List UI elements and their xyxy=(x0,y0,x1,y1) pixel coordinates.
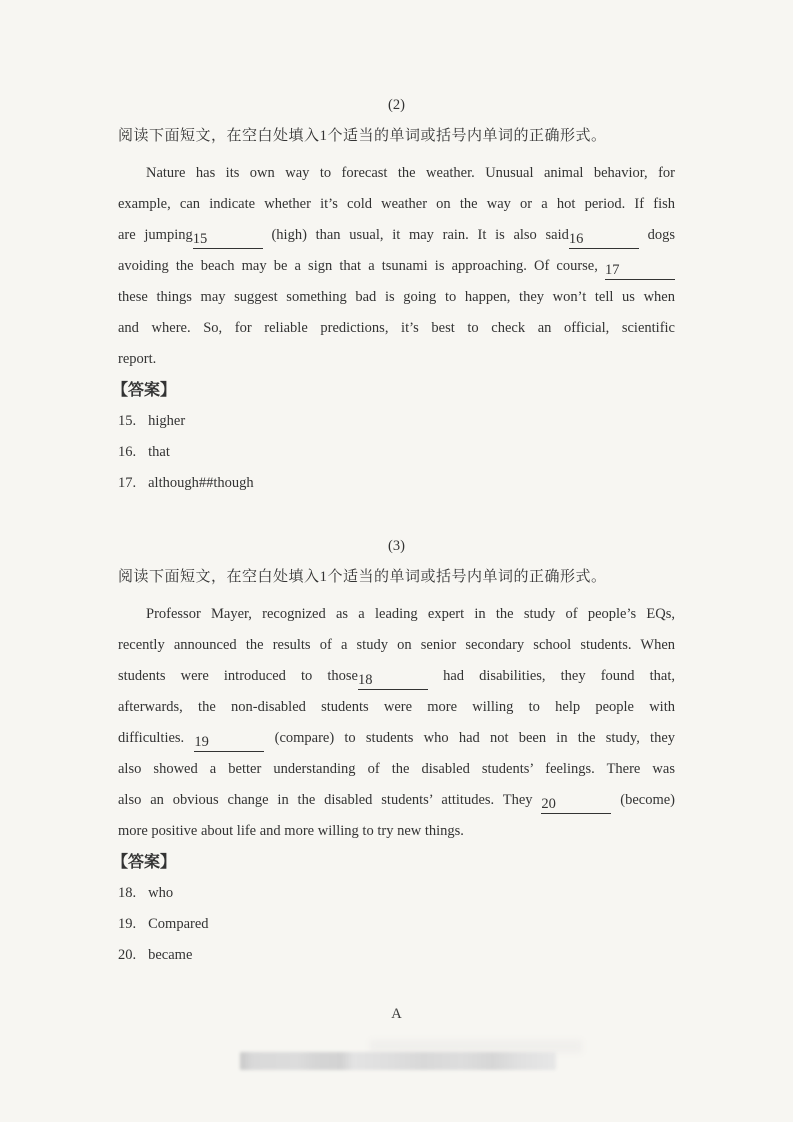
answer-number: 18. xyxy=(118,885,137,901)
text-run: (compare) to students who had not been in the study, they xyxy=(264,730,676,746)
passage-line xyxy=(118,692,675,723)
fill-blank-20: 20 xyxy=(541,795,611,814)
passage-line xyxy=(118,282,675,313)
passage-line xyxy=(118,599,675,630)
passage-line xyxy=(118,816,675,847)
text-run: are jumping xyxy=(118,227,193,243)
exam-section xyxy=(112,90,675,499)
text-run: and where. So, for reliable predictions, it’s best to check an official, scientific xyxy=(118,320,675,336)
answer-value: that xyxy=(148,444,170,460)
text-run: (become) xyxy=(611,792,675,808)
answers-header: 【答案】 xyxy=(112,854,177,871)
text-run: afterwards, the non-disabled students were more willing to help people with xyxy=(118,699,675,715)
section-number: (3) xyxy=(388,538,405,554)
passage-line xyxy=(118,158,675,189)
document-content xyxy=(112,90,676,971)
answer-item xyxy=(118,878,675,909)
answer-value: higher xyxy=(148,413,186,429)
passage-line xyxy=(118,189,675,220)
answer-number: 19. xyxy=(118,916,137,932)
section-number: (2) xyxy=(388,97,405,113)
text-run: (high) than usual, it may rain. It is also said xyxy=(262,227,569,243)
answer-value: although##though xyxy=(148,475,254,491)
exam-section xyxy=(112,531,676,971)
passage-line xyxy=(118,344,675,375)
answer-number: 20. xyxy=(118,947,137,963)
answer-value: who xyxy=(148,885,174,901)
text-run: these things may suggest something bad is going to happen, they won’t tell us when xyxy=(118,289,675,305)
fill-blank-18: 18 xyxy=(358,671,428,690)
text-run: avoiding the beach may be a sign that a tsunami is approaching. Of course, xyxy=(118,258,605,274)
blurred-watermark xyxy=(240,1052,556,1070)
text-run: recently announced the results of a study on senior secondary school students. When xyxy=(118,637,675,653)
passage-line xyxy=(118,220,675,251)
answer-value: became xyxy=(148,947,193,963)
answer-item xyxy=(118,468,675,499)
passage-line xyxy=(118,661,675,692)
passage-line xyxy=(118,251,675,282)
answer-number: 16. xyxy=(118,444,137,460)
answer-item xyxy=(118,406,675,437)
passage xyxy=(118,158,675,375)
section-instruction: 阅读下面短文，在空白处填入1个适当的单词或括号内单词的正确形式。 xyxy=(118,128,607,144)
passage-line xyxy=(118,630,675,661)
part-label: A xyxy=(391,1006,402,1022)
text-run: also an obvious change in the disabled students’ attitudes. They xyxy=(118,792,542,808)
section-instruction: 阅读下面短文，在空白处填入1个适当的单词或括号内单词的正确形式。 xyxy=(118,569,607,585)
text-run: had disabilities, they found that, xyxy=(427,668,675,684)
text-run: dogs xyxy=(638,227,675,243)
passage-line xyxy=(118,313,675,344)
answer-number: 17. xyxy=(118,475,137,491)
answer-value: Compared xyxy=(148,916,209,932)
text-run: Professor Mayer, recognized as a leading expert in the study of people’s EQs, xyxy=(146,606,675,622)
passage xyxy=(118,599,675,847)
text-run: students were introduced to those xyxy=(118,668,358,684)
answers-header: 【答案】 xyxy=(112,382,177,399)
passage-line xyxy=(118,754,675,785)
fill-blank-19: 19 xyxy=(194,733,264,752)
text-run: also showed a better understanding of the disabled students’ feelings. There was xyxy=(118,761,675,777)
answer-number: 15. xyxy=(118,413,137,429)
passage-line xyxy=(118,723,675,754)
passage-line xyxy=(118,785,675,816)
answer-item xyxy=(118,437,675,468)
answer-item xyxy=(118,909,675,940)
answer-item xyxy=(118,940,675,971)
text-run: example, can indicate whether it’s cold weather on the way or a hot period. If fish xyxy=(118,196,675,212)
text-run: difficulties. xyxy=(118,730,195,746)
fill-blank-16: 16 xyxy=(569,230,639,249)
fill-blank-17: 17 xyxy=(605,261,675,280)
text-run: Nature has its own way to forecast the weather. Unusual animal behavior, for xyxy=(146,165,675,181)
text-run: more positive about life and more willing to try new things. xyxy=(118,823,464,839)
fill-blank-15: 15 xyxy=(193,230,263,249)
text-run: report. xyxy=(118,351,157,367)
